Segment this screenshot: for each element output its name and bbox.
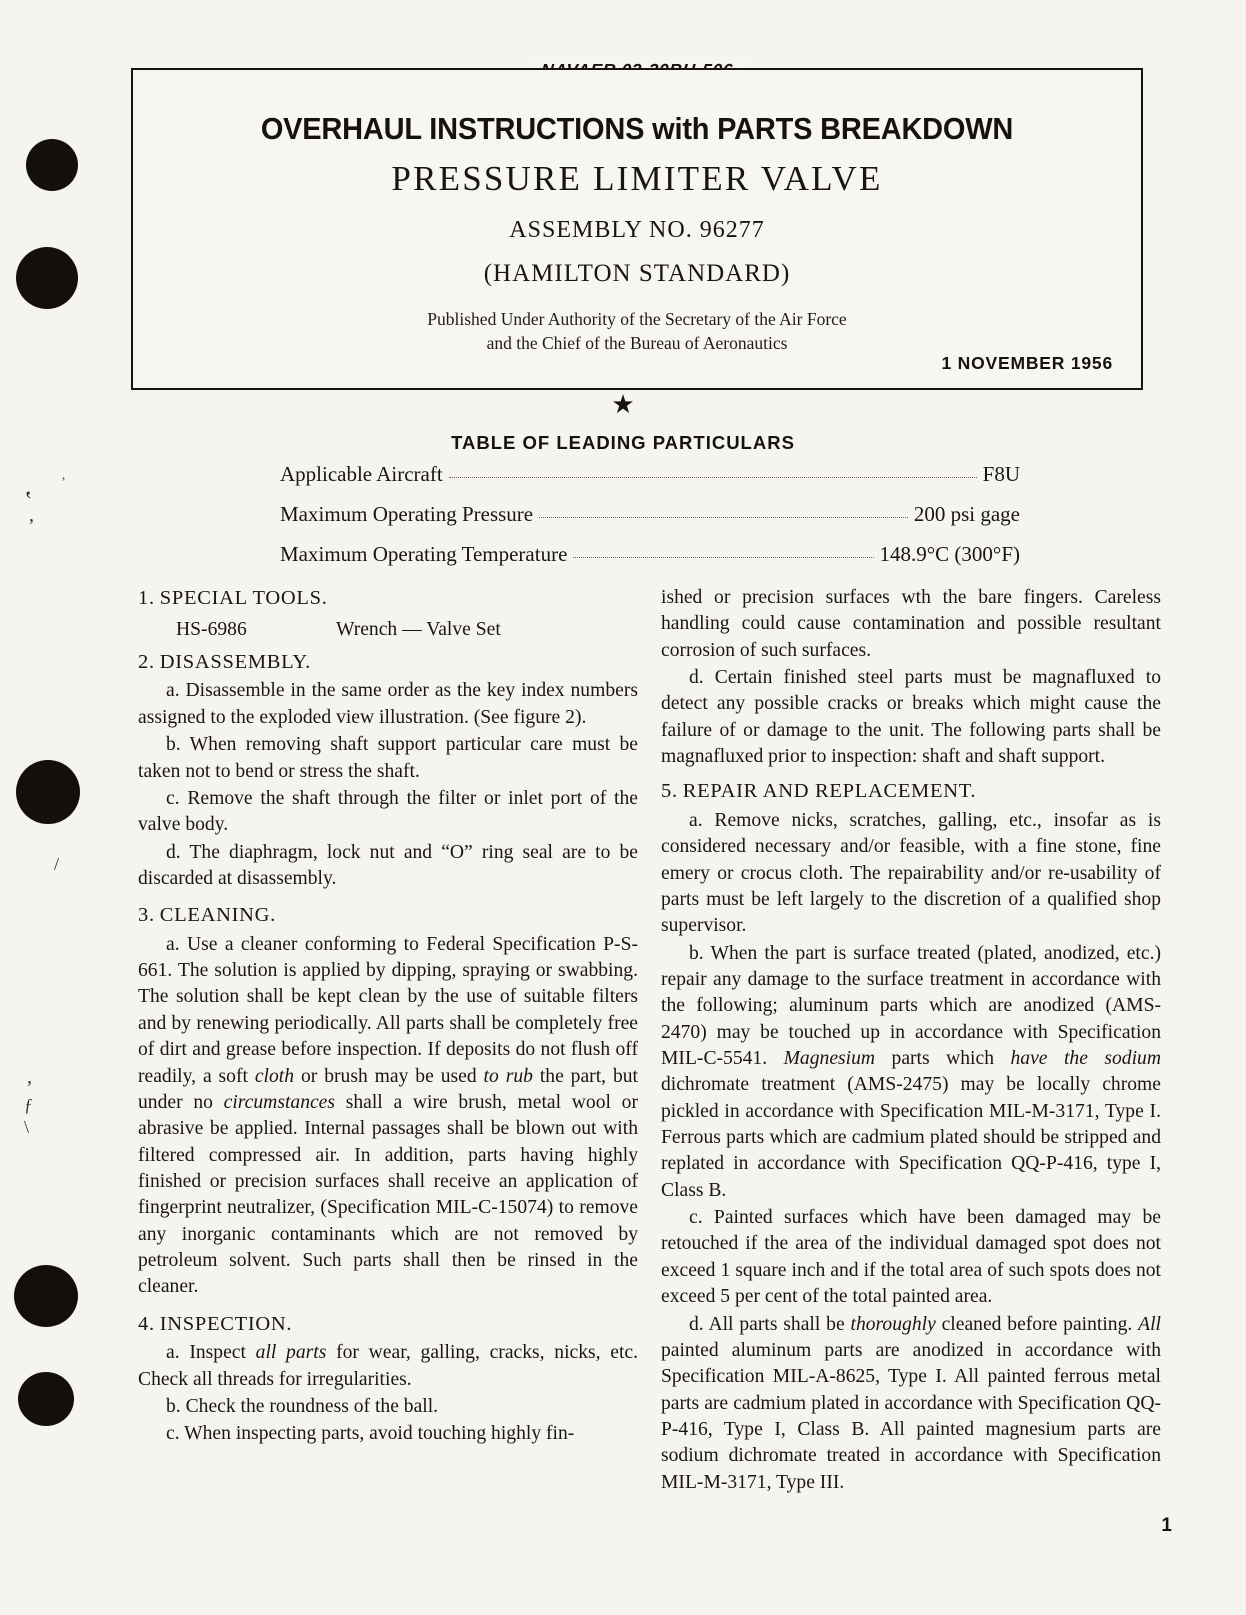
- paragraph-inspection-b: b. Check the roundness of the ball.: [166, 1395, 439, 1417]
- table-row: [280, 462, 1020, 487]
- page-number: 1: [1161, 1515, 1172, 1536]
- section-number: 1.: [138, 587, 155, 609]
- document-title-sub: PRESSURE LIMITER VALVE: [391, 159, 883, 198]
- title-block: [131, 68, 1143, 390]
- hole-punch-mark: [16, 247, 78, 309]
- section-title: SPECIAL TOOLS.: [159, 587, 328, 609]
- tool-description: Wrench — Valve Set: [336, 618, 501, 640]
- leader-dots: [449, 477, 977, 478]
- repair-d-text-2: cleaned before painting.: [935, 1313, 1139, 1335]
- section-heading-cleaning: [138, 902, 638, 930]
- publishing-authority: [133, 308, 1141, 355]
- section-heading-inspection: [138, 1311, 638, 1339]
- repair-b-text-3: dichromate treatment (AMS-2475) may be locally chrome pickled in accordance with Specification MIL-M-3171, Type I. Ferrous parts which are cadmium plated should be stripped and replated in accordance with Specification QQ-P-416, type I, Class B.: [661, 1074, 1161, 1201]
- paragraph-inspection-c-continued: ished or precision surfaces wth the bare fingers. Careless handling could cause contamination and possible resultant corrosion of such surfaces.: [661, 587, 1161, 661]
- table-row: [280, 542, 1020, 567]
- section-heading-disassembly: [138, 649, 638, 677]
- section-number: 4.: [138, 1312, 155, 1335]
- section-heading-repair: [661, 778, 1161, 806]
- paragraph-repair-b: [661, 941, 1161, 1204]
- cleaning-a-text-1: a. Use a cleaner conforming to Federal Specification P-S-661. The solution is applied by dipping, spraying or swabbing. The solution shall be kept clean by the use of suitable filters and by renewing periodically. All parts shall be completely free of dirt and grease before inspection. If deposits do not flush off readily, a soft: [138, 933, 638, 1087]
- cleaning-a-emphasis-3: circumstances: [223, 1091, 336, 1113]
- special-tool-row: [138, 617, 638, 643]
- repair-d-text-1: d. All parts shall be: [689, 1313, 851, 1335]
- inspection-a-text-2: for wear, galling, cracks, nicks, etc. Check all threads for irregularities.: [138, 1342, 638, 1390]
- repair-b-text-1: b. When the part is surface treated (plated, anodized, etc.) repair any damage to the surface treatment in accordance with the following; aluminum parts which are anodized (AMS-2470) may be touched up in accordance with Specification MIL-C-5541.: [661, 942, 1161, 1070]
- assembly-number: ASSEMBLY NO. 96277: [509, 217, 765, 243]
- hole-punch-mark: [26, 139, 78, 191]
- particular-label: Applicable Aircraft: [280, 462, 443, 486]
- document-title-main: OVERHAUL INSTRUCTIONS with PARTS BREAKDOWN: [260, 112, 1014, 146]
- cleaning-a-text-4: shall a wire brush, metal wool or abrasive be applied. Internal passages shall be blown out with filtered compressed air. In addition, parts having highly finished or precision surfaces shall receive an application of fingerprint neutralizer, (Specification MIL-C-15074) to remove any inorganic contaminants which are not removed by petroleum solvent. Such parts shall then be rinsed in the cleaner.: [138, 1091, 638, 1298]
- section-number: 3.: [138, 904, 155, 927]
- section-title: DISASSEMBLY.: [159, 650, 312, 673]
- section-title: CLEANING.: [159, 904, 276, 927]
- paragraph-disassembly-c: c. Remove the shaft through the filter or inlet port of the valve body.: [138, 787, 638, 836]
- section-title: REPAIR AND REPLACEMENT.: [682, 780, 977, 803]
- particular-label: Maximum Operating Pressure: [280, 502, 534, 526]
- leading-particulars-table: [280, 462, 1020, 582]
- paragraph-disassembly-d: d. The diaphragm, lock nut and “O” ring seal are to be discarded at disassembly.: [138, 841, 638, 889]
- repair-d-emphasis-1: thoroughly: [850, 1313, 936, 1335]
- paragraph-disassembly-b: b. When removing shaft support particular care must be taken not to bend or stress the shaft.: [138, 734, 638, 782]
- paragraph-inspection-d: d. Certain finished steel parts must be magnafluxed to detect any possible cracks or breaks which might cause the failure of or damage to the unit. The following parts shall be magnafluxed prior to inspection: shaft and shaft support.: [661, 667, 1161, 768]
- paragraph-repair-d: [661, 1312, 1161, 1496]
- cleaning-a-emphasis-2: to rub: [483, 1065, 533, 1087]
- paragraph-cleaning-a: [138, 932, 638, 1301]
- scan-speckle: ƒ: [24, 1095, 33, 1115]
- authority-line-1: Published Under Authority of the Secretary of the Air Force: [427, 309, 847, 329]
- repair-b-text-2: parts which: [875, 1048, 1011, 1070]
- particular-value: 148.9°C (300°F): [879, 542, 1020, 566]
- leader-dots: [573, 557, 873, 558]
- scan-speckle: ’: [28, 515, 35, 537]
- leader-dots: [539, 517, 908, 518]
- leading-particulars-heading: TABLE OF LEADING PARTICULARS: [451, 432, 795, 453]
- body-column-left: [138, 585, 638, 1449]
- particular-value: F8U: [982, 462, 1020, 486]
- repair-d-emphasis-2: All: [1138, 1313, 1161, 1335]
- paragraph-disassembly-a: a. Disassemble in the same order as the key index numbers assigned to the exploded view illustration. (See figure 2).: [138, 680, 638, 728]
- repair-b-emphasis-2: have the sodium: [1010, 1048, 1161, 1070]
- publication-date: 1 NOVEMBER 1956: [941, 353, 1113, 373]
- scan-speckle: ,: [62, 467, 66, 482]
- body-column-right: [661, 585, 1161, 1497]
- scan-speckle: ‛: [24, 486, 33, 515]
- inspection-a-emphasis: all parts: [255, 1342, 327, 1364]
- cleaning-a-text-3: the part, but under no: [138, 1065, 638, 1113]
- cleaning-a-text-2: or brush may be used: [294, 1065, 484, 1087]
- scan-speckle: \: [24, 1117, 30, 1137]
- hole-punch-mark: [16, 760, 80, 824]
- paragraph-inspection-c-start: c. When inspecting parts, avoid touching highly fin-: [166, 1423, 575, 1445]
- authority-line-2: and the Chief of the Bureau of Aeronautics: [486, 332, 788, 353]
- hole-punch-mark: [14, 1265, 78, 1327]
- repair-b-emphasis-1: Magnesium: [783, 1048, 876, 1070]
- manufacturer-name: (HAMILTON STANDARD): [483, 260, 791, 287]
- particular-value: 200 psi gage: [913, 502, 1020, 526]
- repair-d-text-3: painted aluminum parts are anodized in accordance with Specification MIL-A-8625, Type I. All painted ferrous metal parts are cadmium plated in accordance with Specification QQ-P-416, Type I, Class B. All painted magnesium parts are sodium dichromate treated in accordance with Specification MIL-M-3171, Type III.: [661, 1339, 1161, 1493]
- star-icon: ★: [611, 390, 635, 419]
- hole-punch-mark: [18, 1372, 74, 1426]
- scan-speckle: /: [54, 854, 60, 874]
- table-row: [280, 502, 1020, 527]
- cleaning-a-emphasis-1: cloth: [254, 1065, 295, 1087]
- tool-part-number: HS-6986: [176, 618, 247, 640]
- paragraph-repair-c: c. Painted surfaces which have been damaged may be retouched if the area of the individual damaged spot does not exceed 1 square inch and if the total area of such spots does not exceed 5 per cent of the total painted area.: [661, 1207, 1161, 1308]
- section-number: 2.: [138, 650, 155, 673]
- particular-label: Maximum Operating Temperature: [280, 542, 568, 566]
- scan-speckle: ’: [26, 1077, 33, 1099]
- inspection-a-text-1: a. Inspect: [166, 1342, 256, 1364]
- paragraph-repair-a: a. Remove nicks, scratches, galling, etc., insofar as is considered necessary and/or feasible, with a fine stone, fine emery or crocus cloth. The repairability and/or re-usability of parts must be left largely to the discretion of a qualified shop supervisor.: [661, 809, 1161, 937]
- section-title: INSPECTION.: [159, 1312, 293, 1335]
- paragraph-inspection-a: [138, 1340, 638, 1393]
- section-number: 5.: [661, 780, 678, 803]
- section-heading-special-tools: [138, 585, 638, 613]
